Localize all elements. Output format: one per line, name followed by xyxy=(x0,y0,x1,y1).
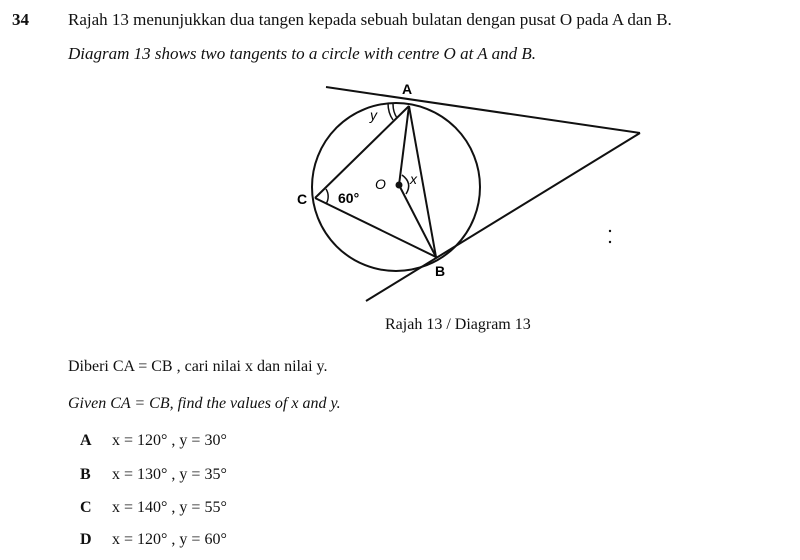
label-angle-C: 60° xyxy=(338,190,360,206)
label-x: x xyxy=(410,171,417,187)
option-text: x = 120° , y = 30° xyxy=(112,432,227,449)
stray-dot xyxy=(609,230,611,232)
question-text-malay: Rajah 13 menunjukkan dua tangen kepada sebuah bulatan dengan pusat O pada A dan B. xyxy=(68,10,672,29)
option-letter: A xyxy=(80,432,92,449)
tangent-circle-diagram xyxy=(270,76,670,308)
option-b[interactable] xyxy=(80,466,227,484)
chord-CA xyxy=(315,106,409,198)
label-C: C xyxy=(297,191,308,207)
option-letter: C xyxy=(80,499,92,516)
option-text: x = 140° , y = 55° xyxy=(112,499,227,516)
option-text: x = 130° , y = 35° xyxy=(112,466,227,483)
label-O: O xyxy=(375,176,386,192)
angle-arc-y-inner xyxy=(393,104,397,118)
stray-dot xyxy=(609,241,611,243)
option-letter: B xyxy=(80,466,91,483)
radius-OA xyxy=(399,106,409,185)
angle-arc-y-outer xyxy=(388,103,393,120)
question-text-english: Diagram 13 shows two tangents to a circle with centre O at A and B. xyxy=(68,44,536,63)
tangent-line-at-B xyxy=(366,133,640,301)
angle-arc-C xyxy=(326,189,328,204)
diagram-caption: Rajah 13 / Diagram 13 xyxy=(385,316,531,333)
option-letter: D xyxy=(80,531,92,548)
label-A: A xyxy=(402,81,413,97)
label-y: y xyxy=(370,107,377,123)
option-d[interactable] xyxy=(80,531,227,549)
option-text: x = 120° , y = 60° xyxy=(112,531,227,548)
chord-CB xyxy=(315,198,436,257)
given-text-malay: Diberi CA = CB , cari nilai x dan nilai y. xyxy=(68,358,328,375)
given-text-english: Given CA = CB, find the values of x and y. xyxy=(68,395,341,412)
option-c[interactable] xyxy=(80,499,227,517)
question-number: 34 xyxy=(12,10,29,29)
option-a[interactable] xyxy=(80,432,227,450)
label-B: B xyxy=(435,263,446,279)
centre-point xyxy=(396,182,403,189)
